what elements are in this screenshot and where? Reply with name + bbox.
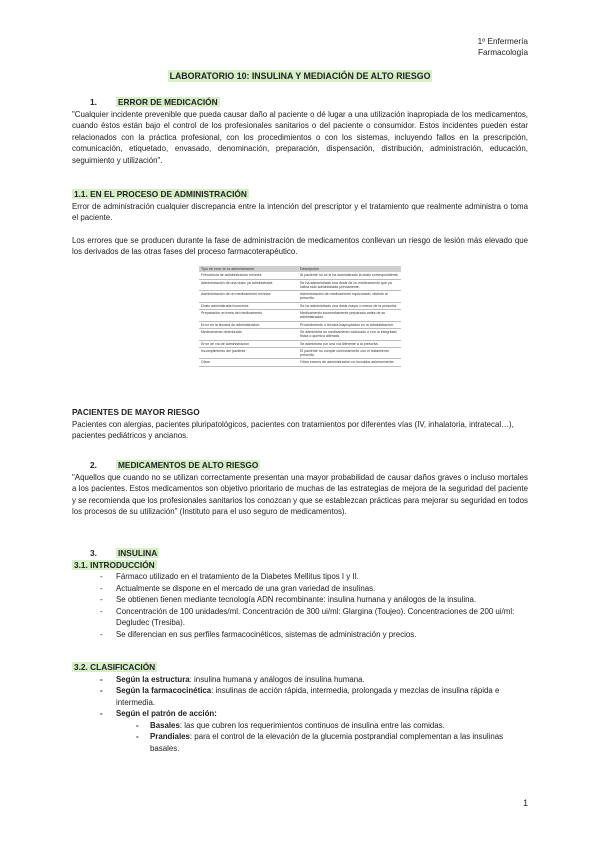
list-item xyxy=(136,720,528,732)
list-item: - Se obtienen tienen mediante tecnología ADN recombinante: insulina humana y análogos de la insulina. xyxy=(100,594,528,606)
section-alto-riesgo xyxy=(72,460,528,518)
section-number: 3. xyxy=(90,548,97,558)
section-heading xyxy=(72,460,528,472)
intro-list xyxy=(72,571,528,640)
table-cell: Error de vía de administración xyxy=(199,340,298,347)
page-header xyxy=(478,36,528,58)
table-cell: Otros errores de administración no incluidos anteriormente. xyxy=(298,359,401,366)
table-cell: Medicamento incorrectamente preparado antes de su administración. xyxy=(298,310,401,322)
table-cell: Error en la técnica de administración xyxy=(199,321,298,328)
table-row xyxy=(199,279,401,291)
table-row xyxy=(199,359,401,366)
section-proceso-administracion xyxy=(72,189,528,258)
document-title xyxy=(0,71,600,81)
table-cell: Se ha administrado una dosis mayor o menor de la prescrita. xyxy=(298,302,401,309)
subsection-heading-text: 3.2. CLASIFICACIÓN xyxy=(74,662,156,672)
action-pattern-list xyxy=(116,720,528,755)
table-row xyxy=(199,291,401,303)
classification-list xyxy=(72,674,528,755)
table-row xyxy=(199,328,401,340)
table-cell: Se ha administrado una dosis de un medicamento que ya había sido administrada previamente. xyxy=(298,279,401,291)
list-item: - Actualmente se dispone en el mercado de una gran variedad de insulinas. xyxy=(100,583,528,595)
table-header-cell: Descripción xyxy=(298,266,401,272)
list-item-label: Prandiales xyxy=(150,732,190,741)
list-item-text: : para el control de la elevación de la glucemia postprandial complementan a las insulinas basales. xyxy=(150,732,504,753)
subsection-heading xyxy=(72,189,528,201)
subsection-heading xyxy=(72,662,528,674)
list-item-label: Según el patrón de acción: xyxy=(116,709,217,718)
list-item-label: Según la farmacocinética xyxy=(116,686,212,695)
table-cell: El paciente no cumple correctamente con el tratamiento prescrito. xyxy=(298,347,401,359)
subsection-heading-text: 1.1. EN EL PROCESO DE ADMINISTRACIÓN xyxy=(74,189,247,199)
list-item xyxy=(100,674,528,686)
section-heading xyxy=(72,97,528,109)
list-item xyxy=(100,685,528,708)
table-cell: Se administra un medicamento caducado o con la integridad física o química alterada. xyxy=(298,328,401,340)
list-item: - Concentración de 100 unidades/ml. Concentración de 300 ui/ml: Glargina (Toujeo). Concentraciones de 200 ui/ml: Degludec (Tresiba). xyxy=(100,606,528,629)
header-subject: Farmacología xyxy=(477,48,528,57)
table-row xyxy=(199,302,401,309)
error-types-table xyxy=(199,266,401,367)
section-insulina xyxy=(72,548,528,640)
header-course: 1º Enfermería xyxy=(477,37,528,46)
list-item: - Fármaco utilizado en el tratamiento de la Diabetes Mellitus tipos I y II. xyxy=(100,571,528,583)
high-risk-paragraph: "Aquellos que cuando no se utilizan correctamente presentan una mayor probabilidad de causar daños graves o incluso mortales a los pacientes. Estos medicamentos son objetivo prioritario de muchas de las estrategias de mejora de la seguridad del paciente y se recomienda que los profesionales sanitarios los conozcan y que se establezcan prácticas para mejorar su seguridad en todos los procesos de su utilización" (Instituto para el uso seguro de medicamentos). xyxy=(72,472,528,516)
section-heading-text: MEDICAMENTOS DE ALTO RIESGO xyxy=(118,460,259,470)
page-number: 1 xyxy=(523,798,528,808)
subsection-heading: PACIENTES DE MAYOR RIESGO xyxy=(72,407,200,417)
admin-risk-paragraph: Los errores que se producen durante la fase de administración de medicamentos conllevan un riesgo de lesión más elevado que los derivados de las otras fases del proceso farmacoterapéutico. xyxy=(72,235,528,256)
table-cell: Administración de una dosis ya administrada xyxy=(199,279,298,291)
table-row xyxy=(199,321,401,328)
table-cell: Preparación errónea del medicamento xyxy=(199,310,298,322)
table-row xyxy=(199,310,401,322)
table-cell: Procedimiento o técnica inapropiados en la administración. xyxy=(298,321,401,328)
table-row xyxy=(199,272,401,279)
risk-patients-paragraph: Pacientes con alergias, pacientes pluripatológicos, pacientes con tratamientos por diferentes vías (IV, inhalatoria, intratecal…), pacientes pediátricos y ancianos. xyxy=(72,419,514,440)
table-cell: Otros xyxy=(199,359,298,366)
list-item: - Se diferencian en sus perfiles farmacocinéticos, sistemas de administración y precios. xyxy=(100,629,528,641)
admin-error-paragraph: Error de administración cualquier discrepancia entre la intención del prescriptor y el tratamiento que realmente administra o toma el paciente. xyxy=(72,201,528,222)
subsection-heading xyxy=(72,560,528,572)
list-item xyxy=(136,731,528,754)
table-cell: Medicamento deteriorado xyxy=(199,328,298,340)
section-pacientes-riesgo xyxy=(72,407,528,442)
table-cell: Frecuencia de administración errónea xyxy=(199,272,298,279)
table-cell: Administración de medicamento equivocado, distinto al prescrito. xyxy=(298,291,401,303)
list-item-label: Según la estructura xyxy=(116,674,190,684)
section-heading-text: INSULINA xyxy=(118,548,158,558)
document-title-text: LABORATORIO 10: INSULINA Y MEDIACIÓN DE ALTO RIESGO xyxy=(169,71,431,81)
section-heading-text: ERROR DE MEDICACIÓN xyxy=(118,97,218,107)
table-cell: Dosis administrada incorrecta xyxy=(199,302,298,309)
table-row xyxy=(199,347,401,359)
list-item-label: Basales xyxy=(150,720,180,730)
subsection-heading-text: 3.1. INTRODUCCIÓN xyxy=(74,559,155,570)
list-item-text: : las que cubren los requerimientos continuos de insulina entre las comidas. xyxy=(179,720,445,730)
table-cell: Administración de un medicamento errónea xyxy=(199,291,298,303)
section-heading xyxy=(72,548,528,560)
list-item-text: : insulina humana y análogos de insulina humana. xyxy=(189,674,365,684)
table-cell: Al paciente no se le ha suministrado la dosis correspondiente. xyxy=(298,272,401,279)
list-item xyxy=(100,708,528,754)
section-clasificacion xyxy=(72,662,528,754)
section-error-medicacion xyxy=(72,97,528,166)
table-header-cell: Tipo de error en la administración xyxy=(199,266,298,272)
section-number: 1. xyxy=(90,97,97,107)
table-cell: Se administra por una vía diferente a la prescrita. xyxy=(298,340,401,347)
section-number: 2. xyxy=(90,460,97,470)
table-row xyxy=(199,340,401,347)
list-item-text: : insulinas de acción rápida, intermedia, prolongada y mezclas de insulina rápida e intermedia. xyxy=(116,686,500,707)
table-cell: Incumplimiento del paciente xyxy=(199,347,298,359)
definition-paragraph: "Cualquier incidente prevenible que pueda causar daño al paciente o dé lugar a una utilización inapropiada de los medicamentos, cuando éstos están bajo el control de los profesionales sanitarios o del paciente o consumidor. Estos incidentes pueden estar relacionados con la práctica profesional, con los procedimientos o con los sistemas, incluyendo fallos en la prescripción, comunicación, etiquetado, envasado, denominación, preparación, dispensación, distribución, administración, educación, seguimiento y utilización". xyxy=(72,109,528,165)
